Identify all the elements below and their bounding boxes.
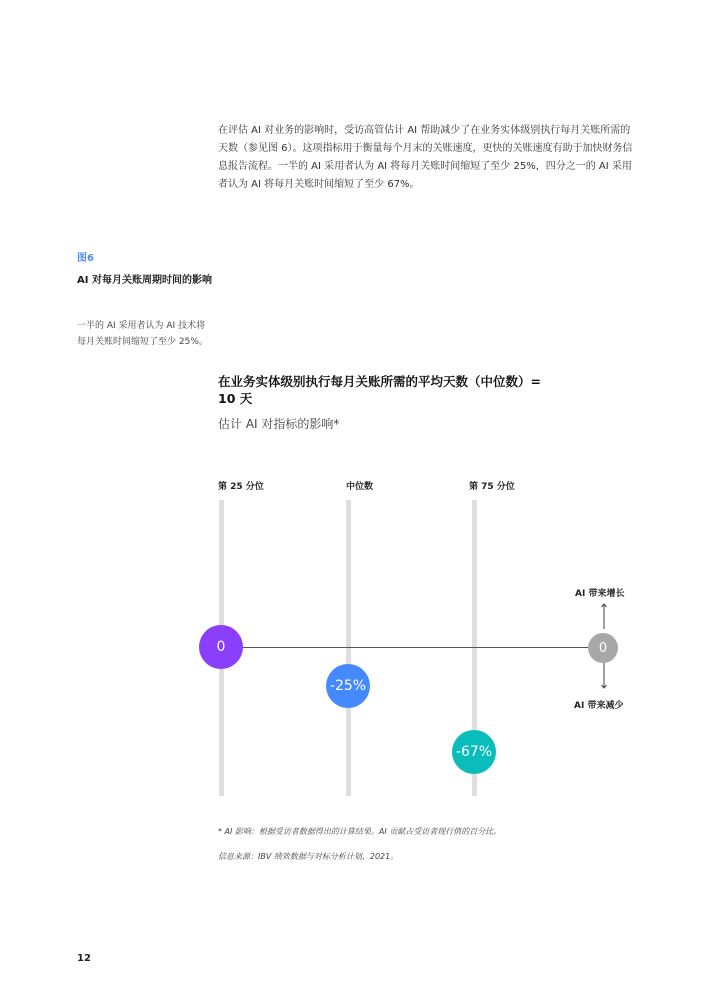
chart-subtitle: 估计 AI 对指标的影响* bbox=[218, 417, 340, 431]
value-point: 0 bbox=[199, 625, 243, 669]
chart-title: 在业务实体级别执行每月关账所需的平均天数（中位数）= 10 天 bbox=[218, 374, 541, 406]
category-label: 中位数 bbox=[346, 482, 374, 492]
value-point: -25% bbox=[326, 664, 370, 708]
figure-title: AI 对每月关账周期时间的影响 bbox=[77, 275, 212, 286]
value-point: -67% bbox=[452, 730, 496, 774]
zero-baseline bbox=[221, 647, 602, 648]
intro-paragraph: 在评估 AI 对业务的影响时，受访高管估计 AI 帮助减少了在业务实体级别执行每月关账所需的天数（参见图 6）。这项指标用于衡量每个月末的关账速度，更快的关账速度有助于加快财务信息报告流程。一半的 AI 采用者认为 AI 将每月关账时间缩短了至少 25%，四分之一的 AI 采用者认为 AI 将每月关账时间缩短了至少 67%。 bbox=[218, 125, 633, 190]
category-label: 第 75 分位 bbox=[469, 482, 515, 492]
figure-label: 图6 bbox=[77, 253, 94, 264]
figure-description: 一半的 AI 采用者认为 AI 技术将每月关账时间缩短了至少 25%。 bbox=[77, 321, 208, 347]
page-number: 12 bbox=[77, 953, 91, 964]
category-label: 第 25 分位 bbox=[218, 482, 264, 492]
increase-label: AI 带来增长 bbox=[575, 589, 625, 599]
footnote-source: 信息来源：IBV 绩效数据与对标分析计划，2021。 bbox=[218, 852, 399, 861]
zero-marker: 0 bbox=[588, 633, 618, 663]
track-bar bbox=[346, 500, 351, 796]
decrease-label: AI 带来减少 bbox=[574, 701, 624, 711]
footnote-impact: * AI 影响：根据受访者数据得出的计算结果。AI 贡献占受访者现行值的百分比。 bbox=[218, 827, 502, 836]
arrow-up-icon bbox=[601, 603, 607, 629]
arrow-down-icon bbox=[601, 663, 607, 689]
